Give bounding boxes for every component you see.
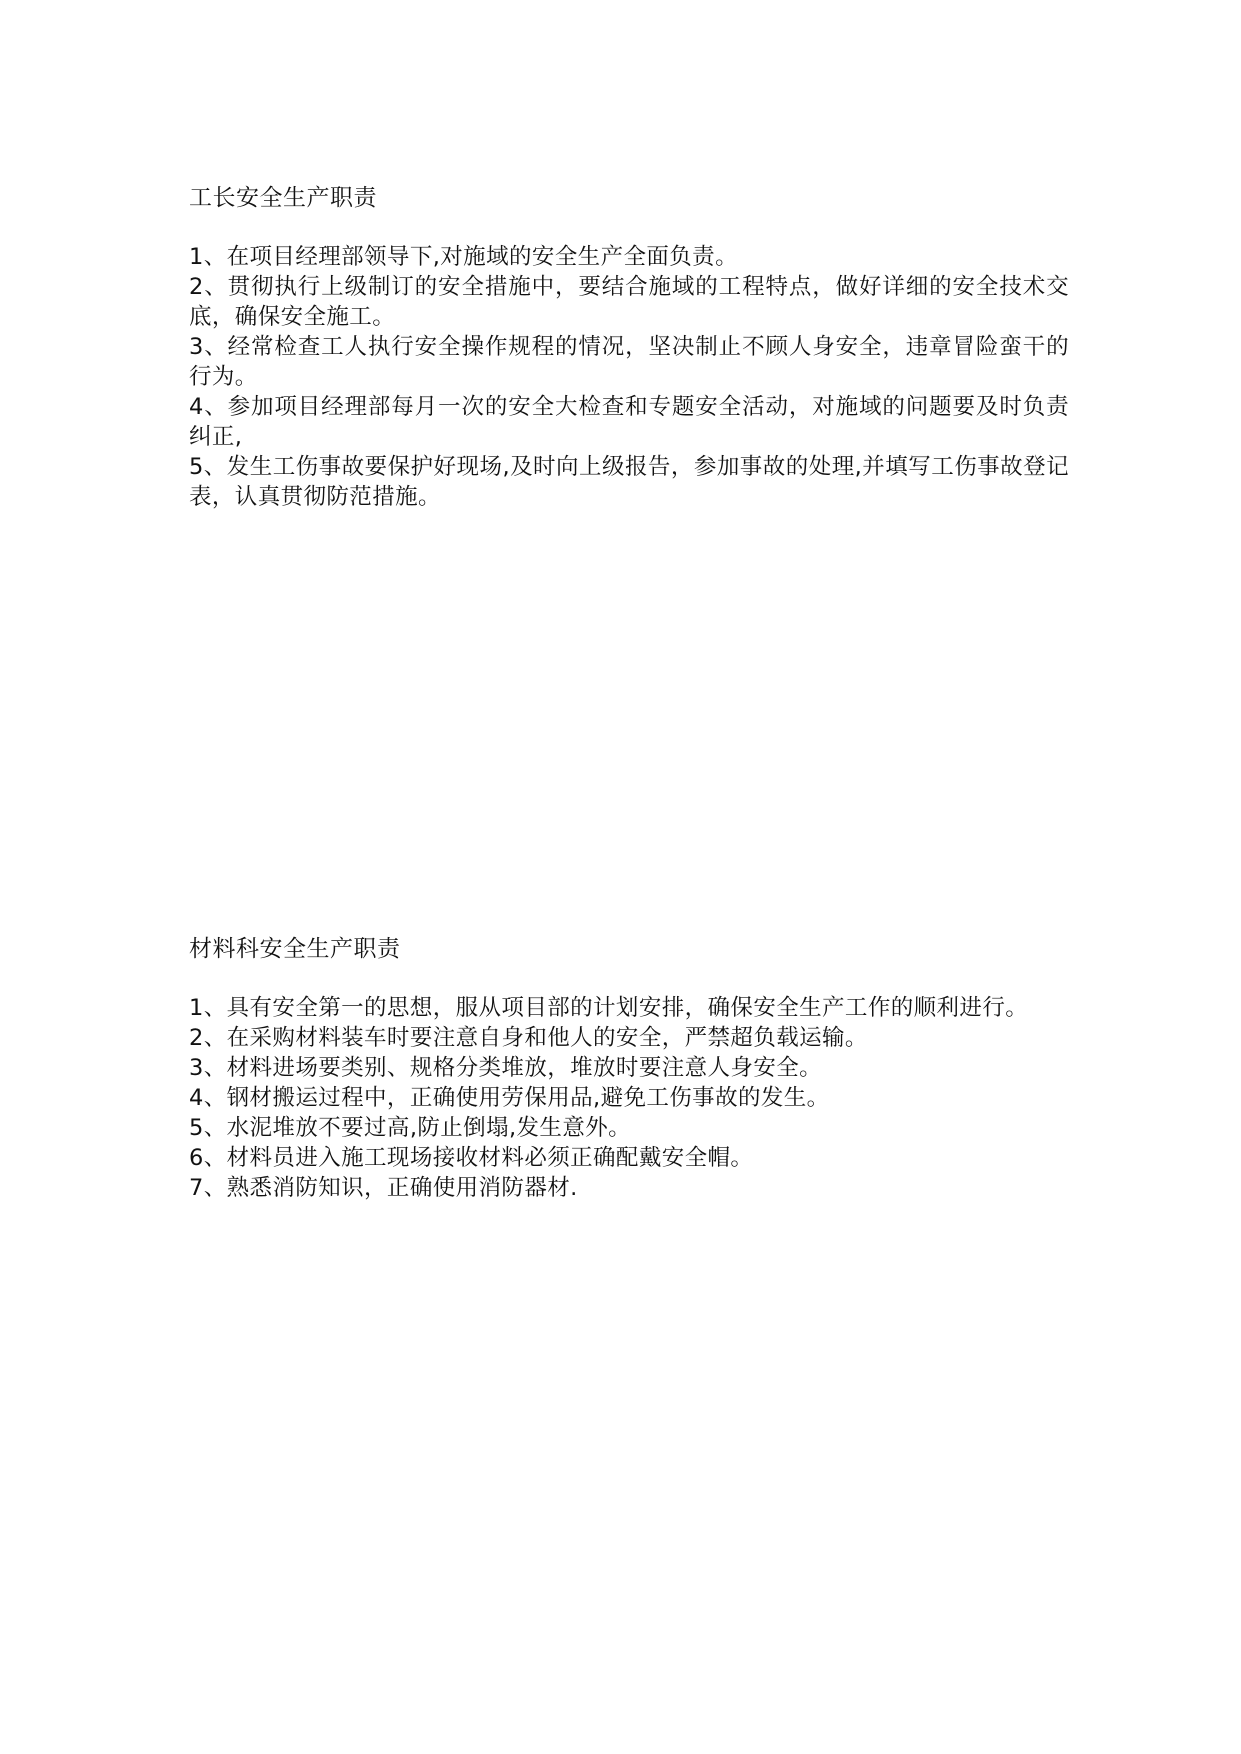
duty-item: 4、参加项目经理部每月一次的安全大检查和专题安全活动，对施域的问题要及时负责纠正, xyxy=(189,394,1069,450)
duty-item: 3、经常检查工人执行安全操作规程的情况，坚决制止不顾人身安全，违章冒险蛮干的行为。 xyxy=(189,334,1069,390)
duty-list xyxy=(189,993,1069,1203)
duty-item: 2、在采购材料装车时要注意自身和他人的安全，严禁超负载运输。 xyxy=(189,1025,868,1051)
duty-item: 1、具有安全第一的思想，服从项目部的计划安排，确保安全生产工作的顺利进行。 xyxy=(189,995,1029,1021)
duty-item: 5、发生工伤事故要保护好现场,及时向上级报告，参加事故的处理,并填写工伤事故登记表，认真贯彻防范措施。 xyxy=(189,454,1069,510)
duty-item: 7、熟悉消防知识，正确使用消防器材. xyxy=(189,1175,578,1201)
duty-item: 6、材料员进入施工现场接收材料必须正确配戴安全帽。 xyxy=(189,1145,754,1171)
section-foreman-duties xyxy=(189,183,1069,512)
duty-item: 5、水泥堆放不要过高,防止倒塌,发生意外。 xyxy=(189,1115,632,1141)
section-title: 材料科安全生产职责 xyxy=(189,936,401,962)
section-materials-duties xyxy=(189,934,1069,1203)
duty-item: 4、钢材搬运过程中，正确使用劳保用品,避免工伤事故的发生。 xyxy=(189,1085,830,1111)
duty-item: 1、在项目经理部领导下,对施域的安全生产全面负责。 xyxy=(189,244,738,270)
duty-item: 2、贯彻执行上级制订的安全措施中，要结合施域的工程特点，做好详细的安全技术交底，确保安全施工。 xyxy=(189,274,1069,330)
section-title: 工长安全生产职责 xyxy=(189,185,377,211)
duty-item: 3、材料进场要类别、规格分类堆放，堆放时要注意人身安全。 xyxy=(189,1055,823,1081)
duty-list xyxy=(189,242,1069,512)
